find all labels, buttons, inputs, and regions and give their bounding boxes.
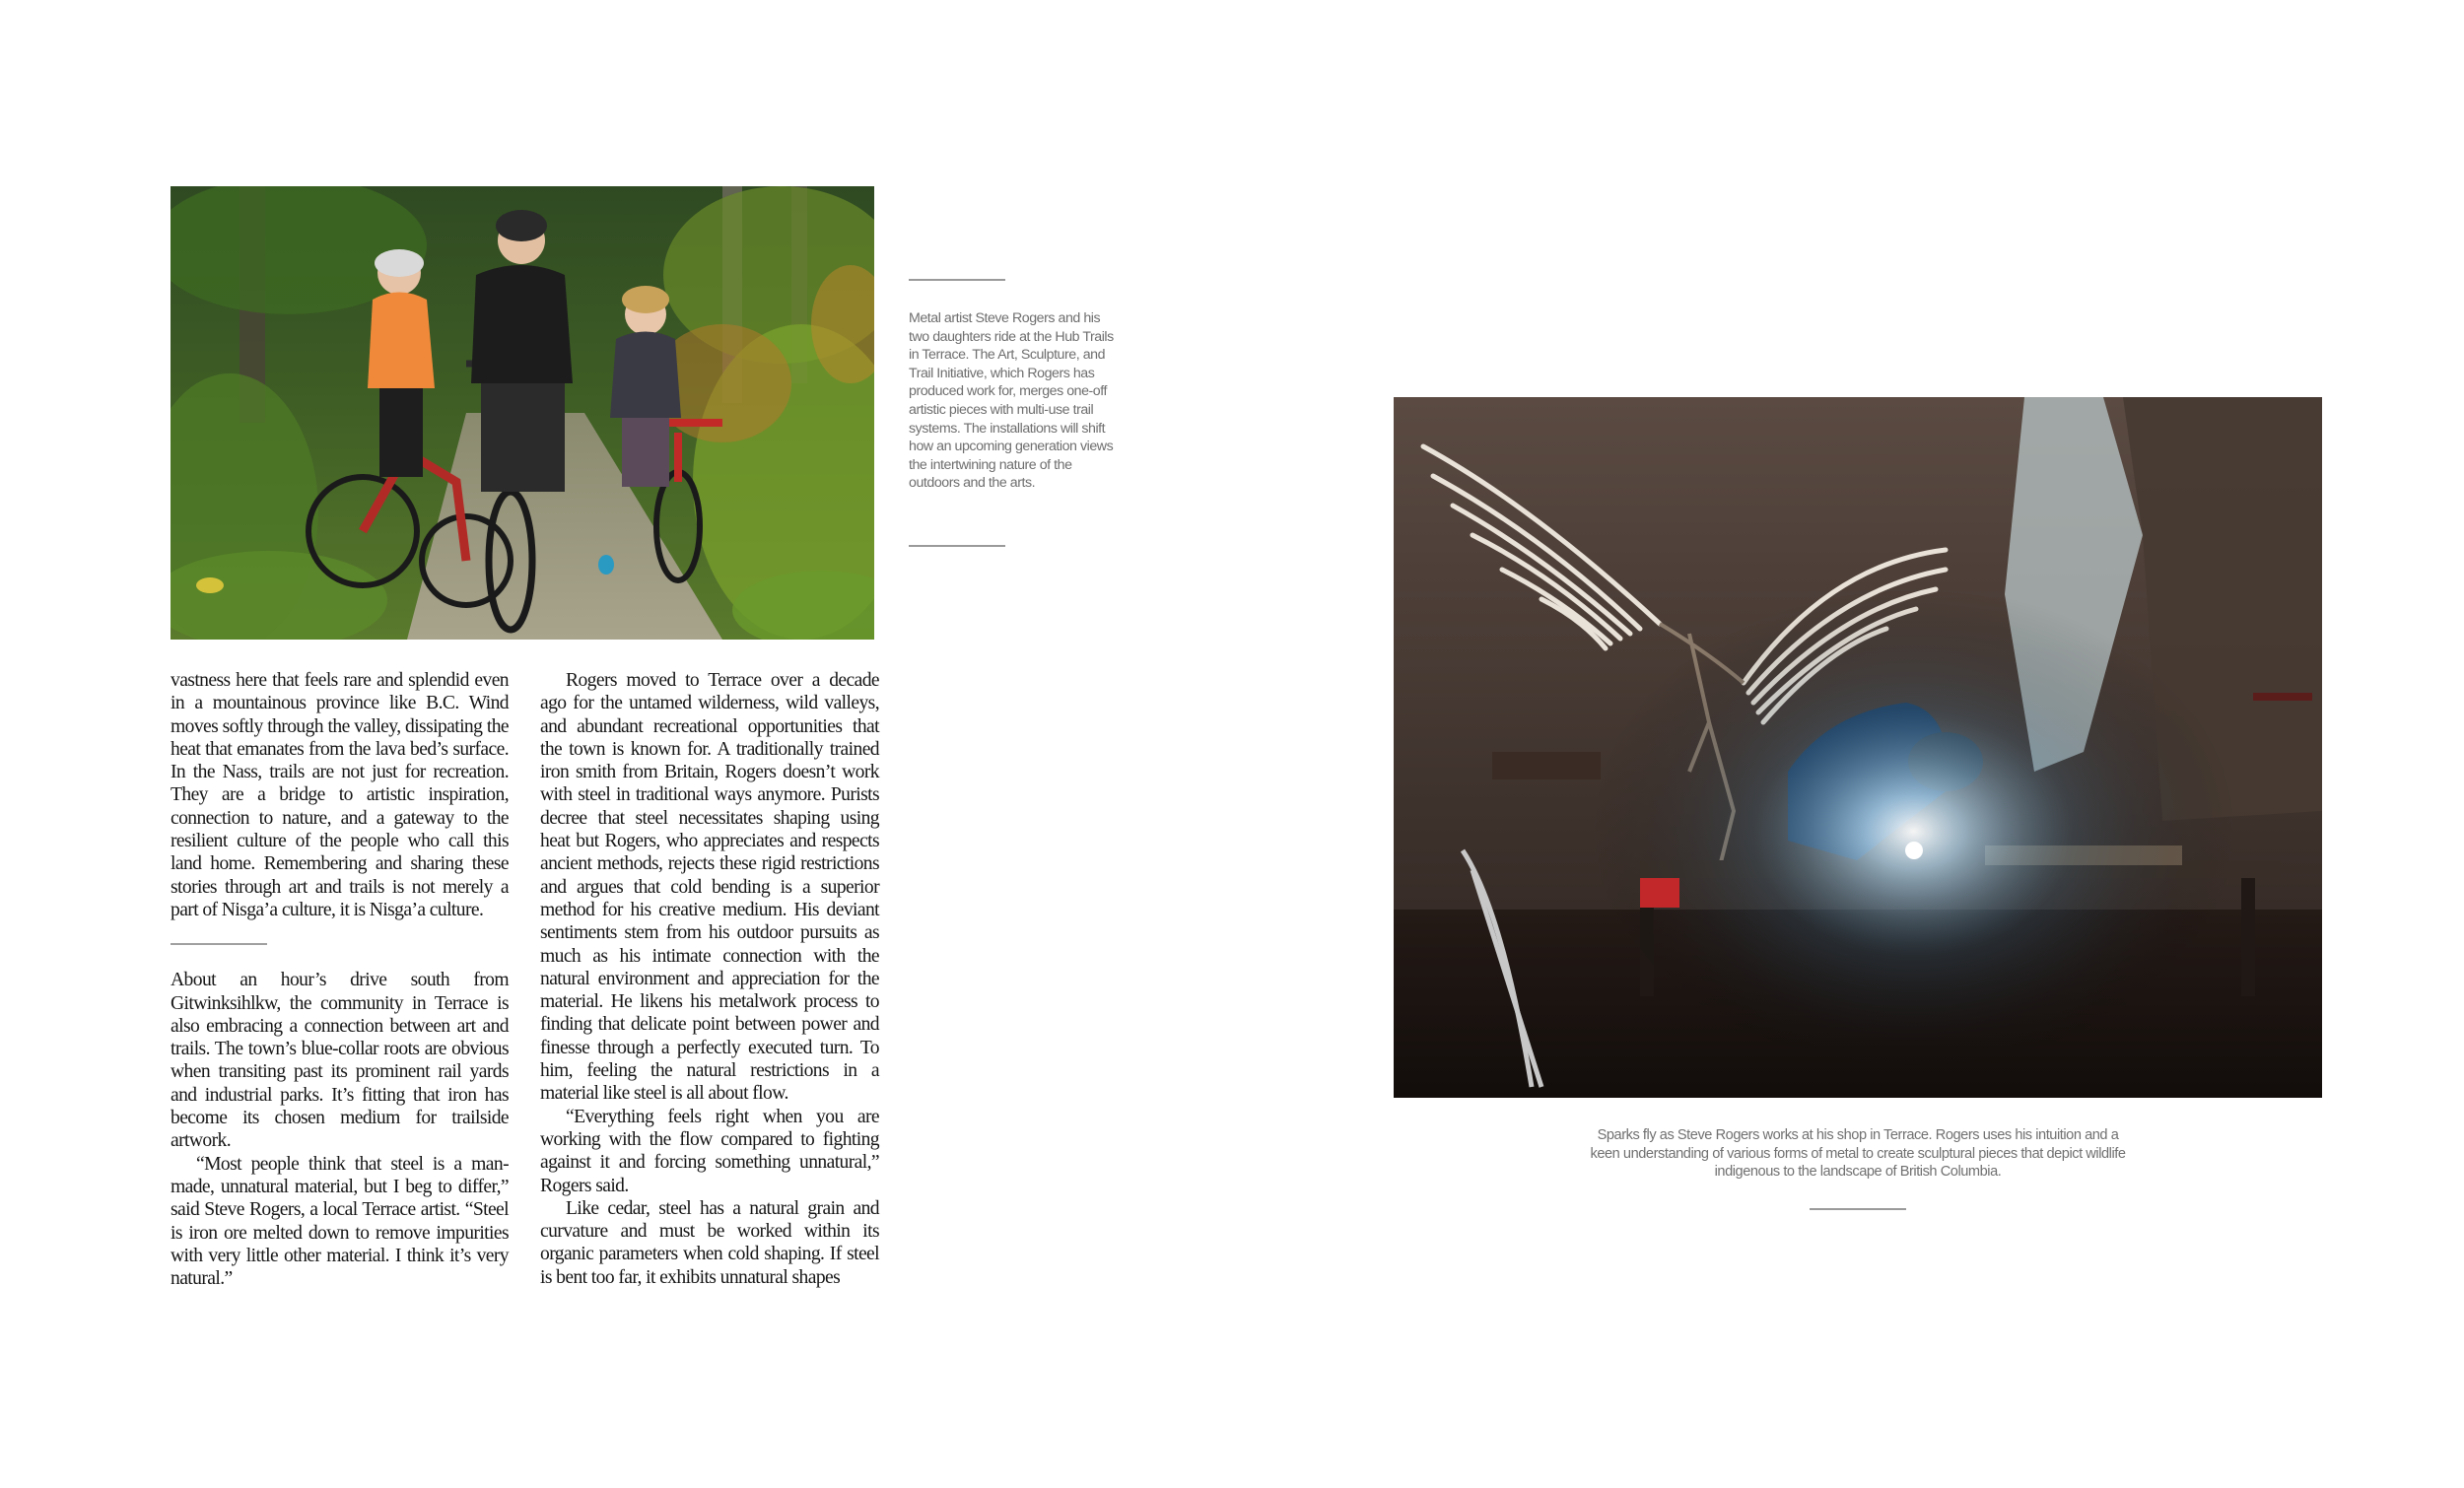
- article-paragraph: vastness here that feels rare and splendid even in a mountainous province like B.C. Wind moves softly through the valley, dissipating the heat that emanates from the lava bed’s surface. In the Nass, trails are not just for recreation. They are a bridge to artistic inspiration, connection to nature, and a gateway to the resilient culture of the people who call this land home. Remembering and sharing these stories through art and trails is not merely a part of Nisga’a culture, it is Nisga’a culture.: [171, 670, 509, 920]
- caption-divider: [1810, 1208, 1906, 1210]
- article-paragraph: “Everything feels right when you are working with the flow compared to fighting against it and forcing something unnatural,” Rogers said.: [540, 1106, 879, 1196]
- article-paragraph: “Most people think that steel is a man-made, unnatural material, but I beg to differ,” said Steve Rogers, a local Terrace artist. “Steel is iron ore melted down to remove impurities with very little other material. I think it’s very natural.”: [171, 1153, 509, 1290]
- article-paragraph: Like cedar, steel has a natural grain and curvature and must be worked within its organic parameters when cold shaping. If steel is bent too far, it exhibits unnatural shapes: [540, 1197, 879, 1288]
- section-divider: [171, 943, 267, 945]
- article-column-left: [171, 669, 509, 1290]
- article-column-right: [540, 669, 879, 1289]
- family-bike-photo: [171, 186, 874, 640]
- caption-divider-top: [909, 279, 1005, 281]
- article-paragraph: Rogers moved to Terrace over a decade ago for the untamed wilderness, wild valleys, and abundant recreational opportunities that the town is known for. A traditionally trained iron smith from Britain, Rogers doesn’t work with steel in traditional ways anymore. Purists decree that steel necessitates shaping using heat but Rogers, who appreciates and respects ancient methods, rejects these rigid restrictions and argues that cold bending is a superior method for his creative medium. His deviant sentiments stem from his outdoor pursuits as much as his intimate connection with the natural environment and appreciation for the material. He likens his metalwork process to finding that delicate point between power and finesse through a perfectly executed turn. To him, feeling the natural restrictions in a material like steel is all about flow.: [540, 670, 879, 1105]
- article-paragraph: About an hour’s drive south from Gitwinksihlkw, the community in Terrace is also embracing a connection between art and trails. The town’s blue-collar roots are obvious when transiting past its prominent rail yards and industrial parks. It’s fitting that iron has become its chosen medium for trailside artwork.: [171, 970, 509, 1152]
- welding-shop-photo: [1394, 397, 2322, 1098]
- welding-shop-photo-illustration: [1394, 397, 2322, 1098]
- photo-caption-family: Metal artist Steve Rogers and his two daughters ride at the Hub Trails in Terrace. The Art, Sculpture, and Trail Initiative, which Rogers has produced work for, merges one-off artistic pieces with multi-use trail systems. The installations will shift how an upcoming generation views the intertwining nature of the outdoors and the arts.: [909, 310, 1114, 492]
- caption-divider-bottom: [909, 545, 1005, 547]
- photo-caption-welding: Sparks fly as Steve Rogers works at his shop in Terrace. Rogers uses his intuition and a keen understanding of various forms of metal to create sculptural pieces that depict wildlife indigenous to the landscape of British Columbia.: [1590, 1127, 2126, 1181]
- family-bike-photo-illustration: [171, 186, 874, 640]
